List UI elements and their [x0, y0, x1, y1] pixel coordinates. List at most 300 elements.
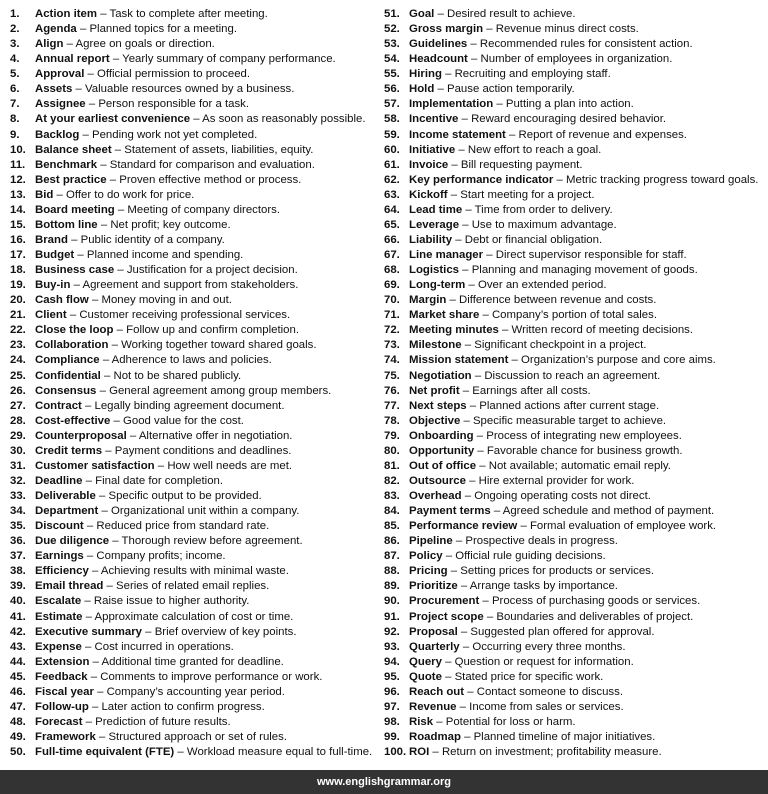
term-number: 39.: [10, 580, 26, 593]
term-number: 24.: [10, 354, 26, 367]
term-name: Liability: [409, 233, 453, 246]
term-item: [10, 278, 388, 293]
term-definition: Additional time granted for deadline.: [101, 655, 284, 668]
term-definition: Brief overview of key points.: [154, 625, 297, 638]
term-item: [384, 700, 768, 715]
term-body: [409, 263, 698, 278]
term-number: 92.: [384, 625, 400, 638]
term-name: Goal: [409, 8, 435, 20]
term-number: 8.: [10, 113, 20, 126]
term-name: Opportunity: [409, 444, 475, 457]
term-definition: Metric tracking progress toward goals.: [566, 173, 759, 186]
term-number: 36.: [10, 535, 26, 548]
term-definition: Process of purchasing goods or services.: [491, 595, 701, 608]
term-name: Executive summary: [35, 625, 143, 638]
term-item: [384, 399, 768, 414]
term-separator: –: [81, 595, 94, 608]
term-separator: –: [460, 414, 473, 427]
term-separator: –: [108, 339, 122, 352]
term-body: [35, 610, 293, 625]
term-separator: –: [66, 309, 80, 322]
term-separator: –: [113, 324, 127, 337]
term-name: Annual report: [35, 53, 110, 66]
term-number: 45.: [10, 670, 26, 683]
term-body: [409, 22, 639, 37]
term-separator: –: [72, 83, 86, 96]
term-name: Pricing: [409, 565, 448, 578]
term-body: [35, 128, 257, 143]
term-definition: Formal evaluation of employee work.: [529, 520, 717, 533]
term-separator: –: [459, 264, 472, 277]
term-number: 73.: [384, 339, 400, 352]
term-name: Forecast: [35, 715, 83, 728]
term-number: 99.: [384, 731, 400, 743]
term-body: [409, 128, 687, 143]
term-number: 77.: [384, 399, 400, 412]
term-separator: –: [471, 369, 485, 382]
term-name: Lead time: [409, 203, 463, 216]
term-item: [10, 52, 388, 67]
term-body: [35, 655, 284, 670]
term-body: [409, 218, 617, 233]
term-name: Follow-up: [35, 700, 89, 713]
term-definition: Yearly summary of company performance.: [122, 53, 336, 66]
term-definition: Debt or financial obligation.: [464, 233, 603, 246]
term-separator: –: [459, 384, 473, 397]
term-separator: –: [174, 746, 187, 759]
term-definition: Final date for completion.: [95, 474, 224, 487]
term-name: Deliverable: [35, 490, 96, 502]
term-item: [384, 564, 768, 579]
term-separator: –: [441, 68, 455, 81]
term-body: [409, 293, 656, 308]
term-item: [384, 459, 768, 474]
term-number: 38.: [10, 565, 26, 578]
term-item: [384, 610, 768, 625]
term-number: 3.: [10, 38, 20, 51]
term-name: Performance review: [409, 520, 518, 533]
term-item: [10, 248, 388, 263]
term-definition: Recruiting and employing staff.: [454, 68, 611, 81]
term-separator: –: [483, 23, 496, 36]
term-definition: Structured approach or set of rules.: [108, 731, 287, 743]
term-number: 33.: [10, 490, 26, 502]
term-item: [384, 549, 768, 564]
term-item: [384, 685, 768, 700]
term-number: 65.: [384, 218, 400, 231]
term-item: [10, 564, 388, 579]
term-body: [409, 670, 603, 685]
term-definition: Income from sales or services.: [469, 700, 624, 713]
term-number: 64.: [384, 203, 400, 216]
term-name: Reach out: [409, 685, 465, 698]
term-definition: Pending work not yet completed.: [91, 128, 258, 141]
term-item: [384, 263, 768, 278]
term-number: 89.: [384, 580, 400, 593]
term-number: 14.: [10, 203, 26, 216]
term-separator: –: [97, 218, 111, 231]
term-separator: –: [473, 429, 487, 442]
term-body: [35, 414, 244, 429]
term-body: [409, 489, 651, 504]
term-separator: –: [493, 98, 506, 111]
footer-website: www.englishgrammar.org: [316, 776, 452, 788]
term-name: Efficiency: [35, 565, 89, 578]
term-definition: General agreement among group members.: [109, 384, 332, 397]
term-definition: Achieving results with minimal waste.: [100, 565, 289, 578]
term-name: Align: [35, 38, 64, 51]
term-body: [35, 534, 303, 549]
term-definition: Planned timeline of major initiatives.: [473, 731, 656, 743]
term-item: [10, 203, 388, 218]
term-item: [384, 594, 768, 609]
term-separator: –: [97, 158, 110, 171]
term-item: [384, 22, 768, 37]
term-body: [35, 685, 285, 700]
term-item: [384, 745, 768, 760]
term-name: Revenue: [409, 700, 457, 713]
term-number: 88.: [384, 565, 400, 578]
term-name: Budget: [35, 249, 75, 261]
term-separator: –: [434, 8, 447, 20]
term-number: 49.: [10, 731, 26, 743]
term-name: Close the loop: [35, 324, 114, 337]
term-definition: Prospective deals in progress.: [465, 535, 618, 548]
term-item: [10, 459, 388, 474]
term-separator: –: [95, 731, 109, 743]
term-body: [35, 504, 299, 519]
term-number: 61.: [384, 158, 400, 171]
glossary-column-right: [384, 7, 768, 760]
term-definition: Thorough review before agreement.: [121, 535, 303, 548]
term-number: 4.: [10, 53, 20, 66]
term-number: 13.: [10, 188, 26, 201]
term-body: [35, 293, 232, 308]
term-item: [384, 730, 768, 745]
term-name: Line manager: [409, 249, 484, 261]
term-definition: Prediction of future results.: [95, 715, 231, 728]
term-definition: Planned actions after current stage.: [479, 399, 660, 412]
term-name: Margin: [409, 294, 447, 307]
term-body: [35, 97, 249, 112]
term-name: Gross margin: [409, 23, 484, 36]
term-body: [409, 338, 646, 353]
term-item: [10, 504, 388, 519]
term-separator: –: [434, 83, 447, 96]
term-body: [409, 158, 583, 173]
term-number: 63.: [384, 188, 400, 201]
term-number: 93.: [384, 640, 400, 653]
term-number: 60.: [384, 143, 400, 156]
term-item: [10, 685, 388, 700]
term-name: Payment terms: [409, 505, 491, 518]
term-body: [35, 67, 250, 82]
term-item: [384, 128, 768, 143]
term-name: Policy: [409, 550, 443, 563]
term-body: [409, 655, 634, 670]
term-separator: –: [483, 610, 497, 623]
term-number: 30.: [10, 444, 26, 457]
term-item: [10, 97, 388, 112]
term-definition: Public identity of a company.: [80, 233, 225, 246]
term-definition: Revenue minus direct costs.: [495, 23, 639, 36]
term-separator: –: [99, 354, 112, 367]
term-separator: –: [476, 459, 489, 472]
term-body: [409, 625, 655, 640]
term-body: [409, 37, 693, 52]
term-number: 20.: [10, 294, 26, 307]
term-item: [10, 308, 388, 323]
term-body: [35, 549, 226, 564]
term-separator: –: [74, 249, 87, 261]
term-body: [35, 625, 297, 640]
term-number: 12.: [10, 173, 26, 186]
term-name: Hold: [409, 83, 435, 96]
term-definition: Question or request for information.: [454, 655, 634, 668]
term-name: Negotiation: [409, 369, 472, 382]
term-number: 44.: [10, 655, 26, 668]
term-item: [10, 655, 388, 670]
term-body: [35, 384, 331, 399]
term-name: Buy-in: [35, 279, 71, 292]
term-separator: –: [67, 233, 81, 246]
term-item: [10, 338, 388, 353]
term-definition: Organization’s purpose and core aims.: [521, 354, 716, 367]
term-body: [35, 594, 249, 609]
term-item: [10, 625, 388, 640]
term-name: Bottom line: [35, 218, 98, 231]
term-definition: Working together toward shared goals.: [121, 339, 317, 352]
term-item: [10, 128, 388, 143]
term-number: 35.: [10, 520, 26, 533]
term-separator: –: [553, 173, 566, 186]
term-name: Board meeting: [35, 203, 115, 216]
term-separator: –: [442, 550, 456, 563]
term-definition: Person responsible for a task.: [98, 98, 250, 111]
term-item: [384, 323, 768, 338]
term-item: [384, 233, 768, 248]
term-separator: –: [460, 731, 474, 743]
term-definition: Arrange tasks by importance.: [469, 580, 618, 593]
term-name: Framework: [35, 731, 96, 743]
term-separator: –: [498, 324, 512, 337]
term-separator: –: [465, 279, 478, 292]
term-name: Headcount: [409, 53, 468, 66]
term-item: [10, 188, 388, 203]
term-separator: –: [110, 414, 123, 427]
term-definition: Money moving in and out.: [101, 294, 232, 307]
term-number: 40.: [10, 595, 26, 608]
term-definition: Organizational unit within a company.: [110, 505, 300, 518]
term-body: [409, 97, 634, 112]
term-number: 29.: [10, 429, 26, 442]
term-number: 22.: [10, 324, 26, 337]
term-name: Project scope: [409, 610, 484, 623]
term-separator: –: [109, 53, 123, 66]
term-item: [384, 188, 768, 203]
term-body: [35, 82, 294, 97]
term-name: Query: [409, 655, 442, 668]
term-separator: –: [102, 444, 115, 457]
term-item: [10, 7, 388, 22]
term-item: [384, 82, 768, 97]
term-number: 100.: [384, 746, 407, 759]
term-number: 86.: [384, 535, 400, 548]
term-number: 19.: [10, 279, 26, 292]
term-body: [409, 82, 575, 97]
term-body: [35, 143, 313, 158]
term-separator: –: [93, 685, 107, 698]
term-number: 96.: [384, 685, 400, 698]
term-definition: Valuable resources owned by a business.: [85, 83, 295, 96]
term-definition: Cost incurred in operations.: [94, 640, 234, 653]
term-body: [35, 489, 262, 504]
term-definition: Hire external provider for work.: [478, 474, 635, 487]
term-number: 83.: [384, 490, 400, 502]
term-item: [10, 353, 388, 368]
term-body: [409, 640, 626, 655]
term-definition: Company’s portion of total sales.: [491, 309, 657, 322]
term-definition: Offer to do work for price.: [66, 188, 195, 201]
term-item: [10, 700, 388, 715]
term-definition: Use to maximum advantage.: [471, 218, 617, 231]
term-definition: Significant checkpoint in a project.: [474, 339, 647, 352]
term-item: [10, 233, 388, 248]
term-body: [35, 700, 265, 715]
term-body: [35, 429, 292, 444]
term-body: [35, 263, 298, 278]
term-body: [409, 323, 693, 338]
term-number: 74.: [384, 354, 400, 367]
term-item: [384, 97, 768, 112]
term-definition: Difference between revenue and costs.: [459, 294, 657, 307]
term-number: 10.: [10, 143, 26, 156]
term-separator: –: [87, 670, 101, 683]
term-separator: –: [79, 128, 92, 141]
term-separator: –: [448, 158, 461, 171]
term-definition: Not available; automatic email reply.: [488, 459, 671, 472]
term-body: [409, 7, 576, 22]
term-name: Guidelines: [409, 38, 468, 51]
term-name: Feedback: [35, 670, 88, 683]
term-body: [35, 112, 366, 127]
term-separator: –: [82, 715, 96, 728]
term-separator: –: [483, 249, 496, 261]
term-number: 50.: [10, 746, 26, 759]
term-body: [409, 308, 657, 323]
term-item: [10, 429, 388, 444]
term-body: [409, 369, 660, 384]
term-body: [35, 444, 291, 459]
term-body: [35, 233, 225, 248]
term-number: 66.: [384, 233, 400, 246]
term-item: [384, 353, 768, 368]
term-item: [384, 414, 768, 429]
term-name: Next steps: [409, 399, 467, 412]
term-number: 56.: [384, 83, 400, 96]
term-item: [384, 112, 768, 127]
term-name: Consensus: [35, 384, 97, 397]
term-definition: Payment conditions and deadlines.: [114, 444, 292, 457]
term-body: [35, 158, 315, 173]
term-definition: Planned topics for a meeting.: [89, 23, 237, 36]
term-definition: Official permission to proceed.: [97, 68, 251, 81]
term-definition: Occurring every three months.: [472, 640, 626, 653]
term-name: Kickoff: [409, 188, 448, 201]
term-name: Mission statement: [409, 354, 509, 367]
term-body: [409, 685, 623, 700]
term-item: [384, 52, 768, 67]
term-item: [10, 369, 388, 384]
term-definition: Comments to improve performance or work.: [100, 670, 323, 683]
term-name: Confidential: [35, 369, 101, 382]
term-separator: –: [88, 700, 102, 713]
term-definition: Return on investment; profitability measure.: [441, 746, 662, 759]
term-number: 54.: [384, 53, 400, 66]
term-number: 95.: [384, 670, 400, 683]
term-number: 55.: [384, 68, 400, 81]
term-number: 43.: [10, 640, 26, 653]
term-body: [35, 248, 243, 263]
term-separator: –: [114, 264, 127, 277]
term-definition: Planning and managing movement of goods.: [471, 264, 698, 277]
term-number: 76.: [384, 384, 400, 397]
term-name: Objective: [409, 414, 461, 427]
term-separator: –: [429, 746, 442, 759]
term-body: [409, 474, 634, 489]
term-definition: Agreement and support from stakeholders.: [82, 279, 299, 292]
term-item: [10, 549, 388, 564]
term-separator: –: [441, 670, 455, 683]
term-number: 26.: [10, 384, 26, 397]
term-definition: Company’s accounting year period.: [106, 685, 285, 698]
term-body: [35, 278, 298, 293]
term-definition: Standard for comparison and evaluation.: [109, 158, 315, 171]
term-number: 21.: [10, 309, 26, 322]
term-separator: –: [154, 459, 168, 472]
term-separator: –: [109, 535, 122, 548]
term-definition: Specific output to be provided.: [108, 490, 262, 502]
term-item: [384, 444, 768, 459]
term-name: Expense: [35, 640, 82, 653]
term-body: [409, 248, 687, 263]
term-name: Logistics: [409, 264, 460, 277]
term-definition: Official rule guiding decisions.: [455, 550, 606, 563]
term-body: [35, 7, 268, 22]
term-item: [10, 640, 388, 655]
term-item: [384, 625, 768, 640]
term-body: [35, 399, 285, 414]
term-number: 81.: [384, 459, 400, 472]
term-name: Full-time equivalent (FTE): [35, 746, 175, 759]
term-body: [35, 323, 299, 338]
term-item: [384, 534, 768, 549]
term-separator: –: [452, 233, 465, 246]
term-separator: –: [83, 520, 97, 533]
term-definition: Over an extended period.: [478, 279, 607, 292]
term-number: 52.: [384, 23, 400, 36]
term-number: 91.: [384, 610, 400, 623]
term-item: [10, 263, 388, 278]
term-name: Client: [35, 309, 67, 322]
term-name: Approval: [35, 68, 85, 81]
term-separator: –: [100, 369, 114, 382]
term-name: Collaboration: [35, 339, 109, 352]
term-definition: Good value for the cost.: [123, 414, 244, 427]
term-separator: –: [97, 8, 110, 20]
term-item: [10, 399, 388, 414]
term-separator: –: [111, 143, 125, 156]
